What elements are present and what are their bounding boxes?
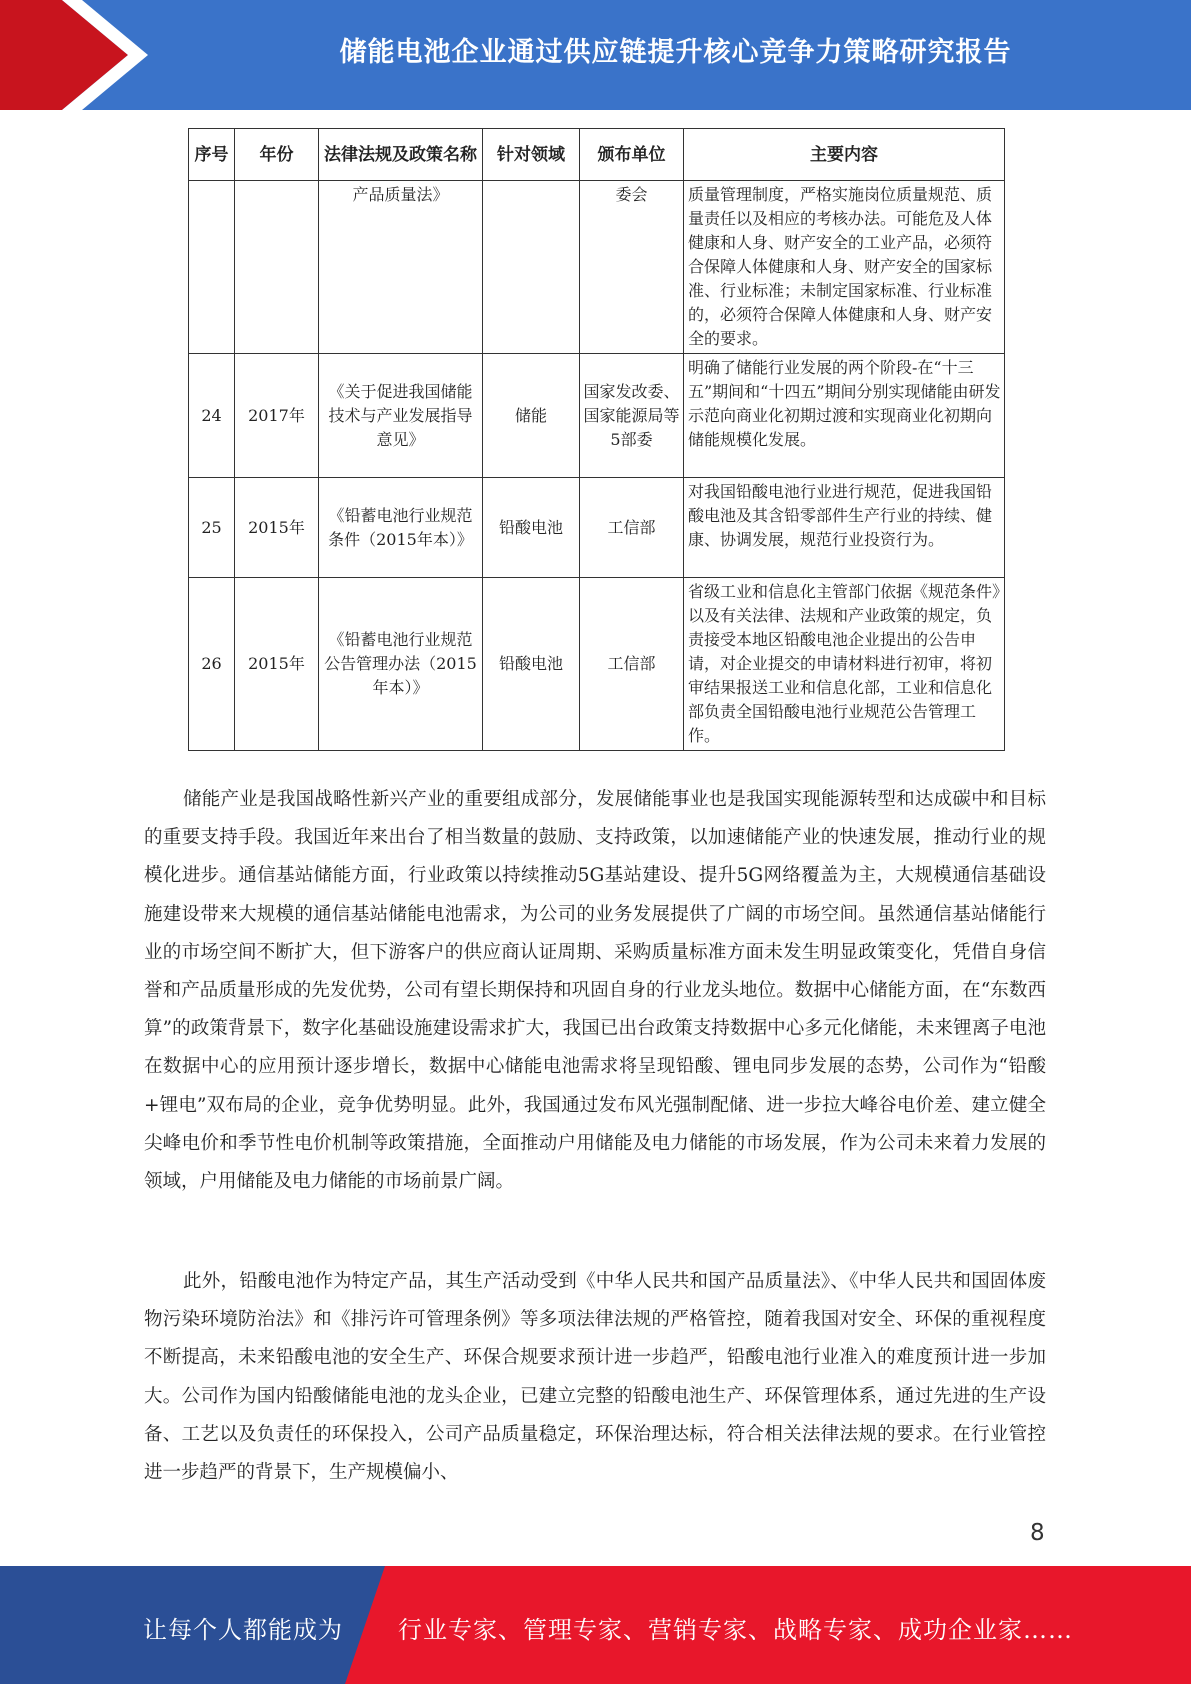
cell-issuer: 工信部 (580, 478, 684, 578)
cell-field: 储能 (483, 354, 580, 478)
column-header: 法律法规及政策名称 (319, 129, 483, 181)
cell-field (483, 181, 580, 354)
cell-no (189, 181, 235, 354)
table-row (189, 578, 1005, 751)
column-header: 序号 (189, 129, 235, 181)
cell-name: 《铅蓄电池行业规范条件（2015年本）》 (319, 478, 483, 578)
cell-field: 铅酸电池 (483, 478, 580, 578)
body-paragraph: 储能产业是我国战略性新兴产业的重要组成部分，发展储能事业也是我国实现能源转型和达成碳中和目标的重要支持手段。我国近年来出台了相当数量的鼓励、支持政策，以加速储能产业的快速发展，推动行业的规模化进步。通信基站储能方面，行业政策以持续推动5G基站建设、提升5G网络覆盖为主，大规模通信基础设施建设带来大规模的通信基站储能电池需求，为公司的业务发展提供了广阔的市场空间。虽然通信基站储能行业的市场空间不断扩大，但下游客户的供应商认证周期、采购质量标准方面未发生明显政策变化，凭借自身信誉和产品质量形成的先发优势，公司有望长期保持和巩固自身的行业龙头地位。数据中心储能方面，在“东数西算”的政策背景下，数字化基础设施建设需求扩大，我国已出台政策支持数据中心多元化储能，未来锂离子电池在数据中心的应用预计逐步增长，数据中心储能电池需求将呈现铅酸、锂电同步发展的态势，公司作为“铅酸+锂电”双布局的企业，竞争优势明显。此外，我国通过发布风光强制配储、进一步拉大峰谷电价差、建立健全尖峰电价和季节性电价机制等政策措施，全面推动户用储能及电力储能的市场发展，作为公司未来着力发展的领域，户用储能及电力储能的市场前景广阔。 (144, 789, 1046, 1193)
policy-table (188, 128, 1005, 751)
footer-slogan-left: 让每个人都能成为 (143, 1616, 343, 1644)
cell-no: 24 (189, 354, 235, 478)
cell-year: 2017年 (235, 354, 319, 478)
cell-year: 2015年 (235, 478, 319, 578)
cell-content: 质量管理制度，严格实施岗位质量规范、质量责任以及相应的考核办法。可能危及人体健康和人身、财产安全的工业产品，必须符合保障人体健康和人身、财产安全的国家标准、行业标准；未制定国家标准、行业标准的，必须符合保障人体健康和人身、财产安全的要求。 (684, 181, 1005, 354)
header-title: 储能电池企业通过供应链提升核心竞争力策略研究报告 (339, 37, 1012, 68)
footer-slogan-right: 行业专家、管理专家、营销专家、战略专家、成功企业家…… (398, 1616, 1073, 1644)
table-header-row (189, 129, 1005, 181)
column-header: 主要内容 (684, 129, 1005, 181)
cell-content: 明确了储能行业发展的两个阶段-在“十三五”期间和“十四五”期间分别实现储能由研发示范向商业化初期过渡和实现商业化初期向储能规模化发展。 (684, 354, 1005, 478)
cell-year: 2015年 (235, 578, 319, 751)
cell-issuer: 国家发改委、国家能源局等5部委 (580, 354, 684, 478)
cell-no: 26 (189, 578, 235, 751)
cell-issuer: 委会 (580, 181, 684, 354)
cell-name: 《关于促进我国储能技术与产业发展指导意见》 (319, 354, 483, 478)
cell-no: 25 (189, 478, 235, 578)
cell-content: 对我国铅酸电池行业进行规范，促进我国铅酸电池及其含铅零部件生产行业的持续、健康、协调发展，规范行业投资行为。 (684, 478, 1005, 578)
cell-name: 《铅蓄电池行业规范公告管理办法（2015年本）》 (319, 578, 483, 751)
header-chevron-logo (0, 0, 160, 110)
body-paragraph: 此外，铅酸电池作为特定产品，其生产活动受到《中华人民共和国产品质量法》、《中华人民共和国固体废物污染环境防治法》和《排污许可管理条例》等多项法律法规的严格管控，随着我国对安全、环保的重视程度不断提高，未来铅酸电池的安全生产、环保合规要求预计进一步趋严，铅酸电池行业准入的难度预计进一步加大。公司作为国内铅酸储能电池的龙头企业，已建立完整的铅酸电池生产、环保管理体系，通过先进的生产设备、工艺以及负责任的环保投入，公司产品质量稳定，环保治理达标，符合相关法律法规的要求。在行业管控进一步趋严的背景下，生产规模偏小、 (144, 1271, 1046, 1484)
column-header: 年份 (235, 129, 319, 181)
cell-content: 省级工业和信息化主管部门依据《规范条件》以及有关法律、法规和产业政策的规定，负责接受本地区铅酸电池企业提出的公告申请，对企业提交的申请材料进行初审，将初审结果报送工业和信息化部，工业和信息化部负责全国铅酸电池行业规范公告管理工作。 (684, 578, 1005, 751)
table-row (189, 181, 1005, 354)
table-row (189, 354, 1005, 478)
column-header: 针对领域 (483, 129, 580, 181)
column-header: 颁布单位 (580, 129, 684, 181)
footer-banner (0, 1566, 1191, 1684)
table-row (189, 478, 1005, 578)
header-banner (0, 0, 1191, 110)
cell-issuer: 工信部 (580, 578, 684, 751)
cell-name: 产品质量法》 (319, 181, 483, 354)
cell-field: 铅酸电池 (483, 578, 580, 751)
cell-year (235, 181, 319, 354)
page-number: 8 (1030, 1520, 1045, 1546)
